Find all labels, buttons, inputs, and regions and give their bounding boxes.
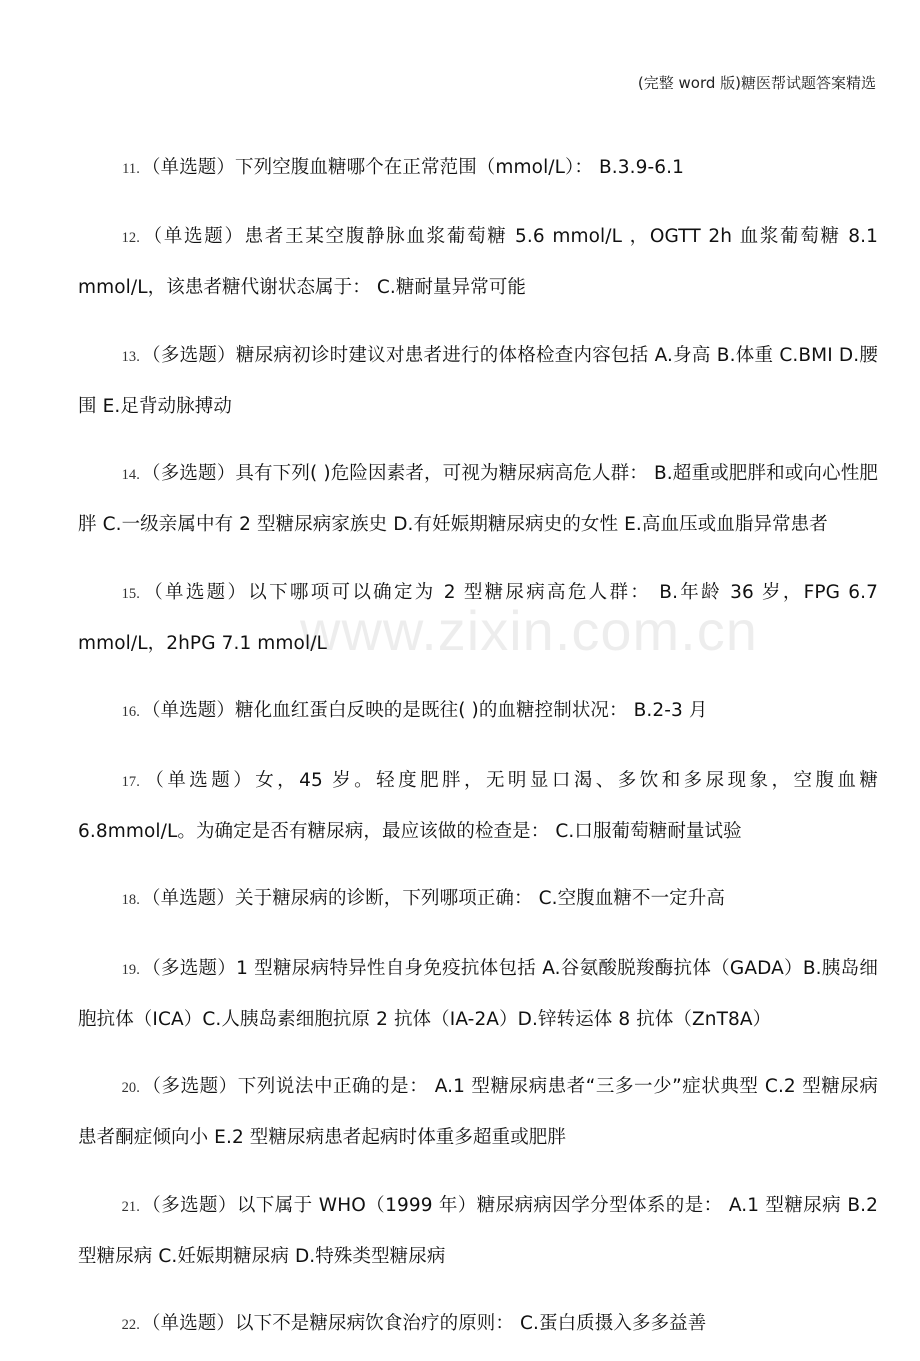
- question-item: [78, 568, 878, 668]
- question-item: [78, 1299, 878, 1350]
- question-number: 16.: [121, 704, 140, 720]
- question-number: 17.: [121, 773, 140, 790]
- question-number: 21.: [121, 1198, 140, 1215]
- question-list: [78, 124, 878, 1361]
- question-text: （多选题）糖尿病初诊时建议对患者进行的体格检查内容包括 A.身高 B.体重 C.BMI D.腰围 E.足背动脉搏动: [78, 344, 878, 417]
- question-text: （单选题）女，45 岁。轻度肥胖，无明显口渴、多饮和多尿现象，空腹血糖 6.8mmol/L。为确定是否有糖尿病，最应该做的检查是： C.口服葡萄糖耐量试验: [78, 769, 878, 842]
- question-text: （单选题）关于糖尿病的诊断，下列哪项正确： C.空腹血糖不一定升高: [142, 888, 725, 909]
- question-item: [78, 212, 878, 312]
- question-item: [78, 686, 878, 737]
- question-text: （多选题）具有下列( )危险因素者，可视为糖尿病高危人群： B.超重或肥胖和或向心性肥胖 C.一级亲属中有 2 型糖尿病家族史 D.有妊娠期糖尿病史的女性 E.高血压或血脂异常患者: [78, 463, 878, 535]
- question-number: 15.: [121, 585, 140, 602]
- question-item: [78, 1062, 878, 1162]
- question-number: 22.: [121, 1317, 140, 1333]
- question-text: （单选题）患者王某空腹静脉血浆葡萄糖 5.6 mmol/L ，OGTT 2h 血浆葡萄糖 8.1 mmol/L，该患者糖代谢状态属于： C.糖耐量异常可能: [78, 226, 878, 298]
- watermark: www.zixin.com.cn: [300, 599, 758, 662]
- question-text: （多选题）以下属于 WHO（1999 年）糖尿病病因学分型体系的是： A.1 型糖尿病 B.2 型糖尿病 C.妊娠期糖尿病 D.特殊类型糖尿病: [78, 1194, 878, 1267]
- question-text: （单选题）以下哪项可以确定为 2 型糖尿病高危人群： B.年龄 36 岁，FPG 6.7 mmol/L，2hPG 7.1 mmol/L: [78, 581, 878, 654]
- question-item: [78, 1181, 878, 1281]
- question-number: 11.: [122, 160, 140, 177]
- question-item: [78, 756, 878, 856]
- question-item: [78, 143, 878, 194]
- question-text: （单选题）糖化血红蛋白反映的是既往( )的血糖控制状况： B.2-3 月: [142, 700, 708, 721]
- question-number: 14.: [121, 467, 140, 483]
- question-text: （多选题）下列说法中正确的是： A.1 型糖尿病患者“三多一少”症状典型 C.2 型糖尿病患者酮症倾向小 E.2 型糖尿病患者起病时体重多超重或肥胖: [78, 1076, 878, 1148]
- question-item: [78, 944, 878, 1044]
- question-number: 13.: [121, 348, 140, 365]
- question-number: 12.: [121, 230, 140, 246]
- question-number: 19.: [121, 961, 140, 978]
- question-text: （单选题）下列空腹血糖哪个在正常范围（mmol/L）： B.3.9-6.1: [142, 156, 684, 178]
- question-item: [78, 874, 878, 925]
- question-number: 18.: [121, 892, 140, 908]
- question-text: （单选题）以下不是糖尿病饮食治疗的原则： C.蛋白质摄入多多益善: [142, 1313, 707, 1334]
- question-text: （多选题）1 型糖尿病特异性自身免疫抗体包括 A.谷氨酸脱羧酶抗体（GADA）B.胰岛细胞抗体（ICA）C.人胰岛素细胞抗原 2 抗体（IA-2A）D.锌转运体 8 抗体（ZnT8A）: [78, 957, 878, 1030]
- question-number: 20.: [121, 1080, 140, 1096]
- question-item: [78, 449, 878, 549]
- question-item: [78, 331, 878, 431]
- page-header: (完整 word 版)糖医帮试题答案精选: [637, 74, 876, 92]
